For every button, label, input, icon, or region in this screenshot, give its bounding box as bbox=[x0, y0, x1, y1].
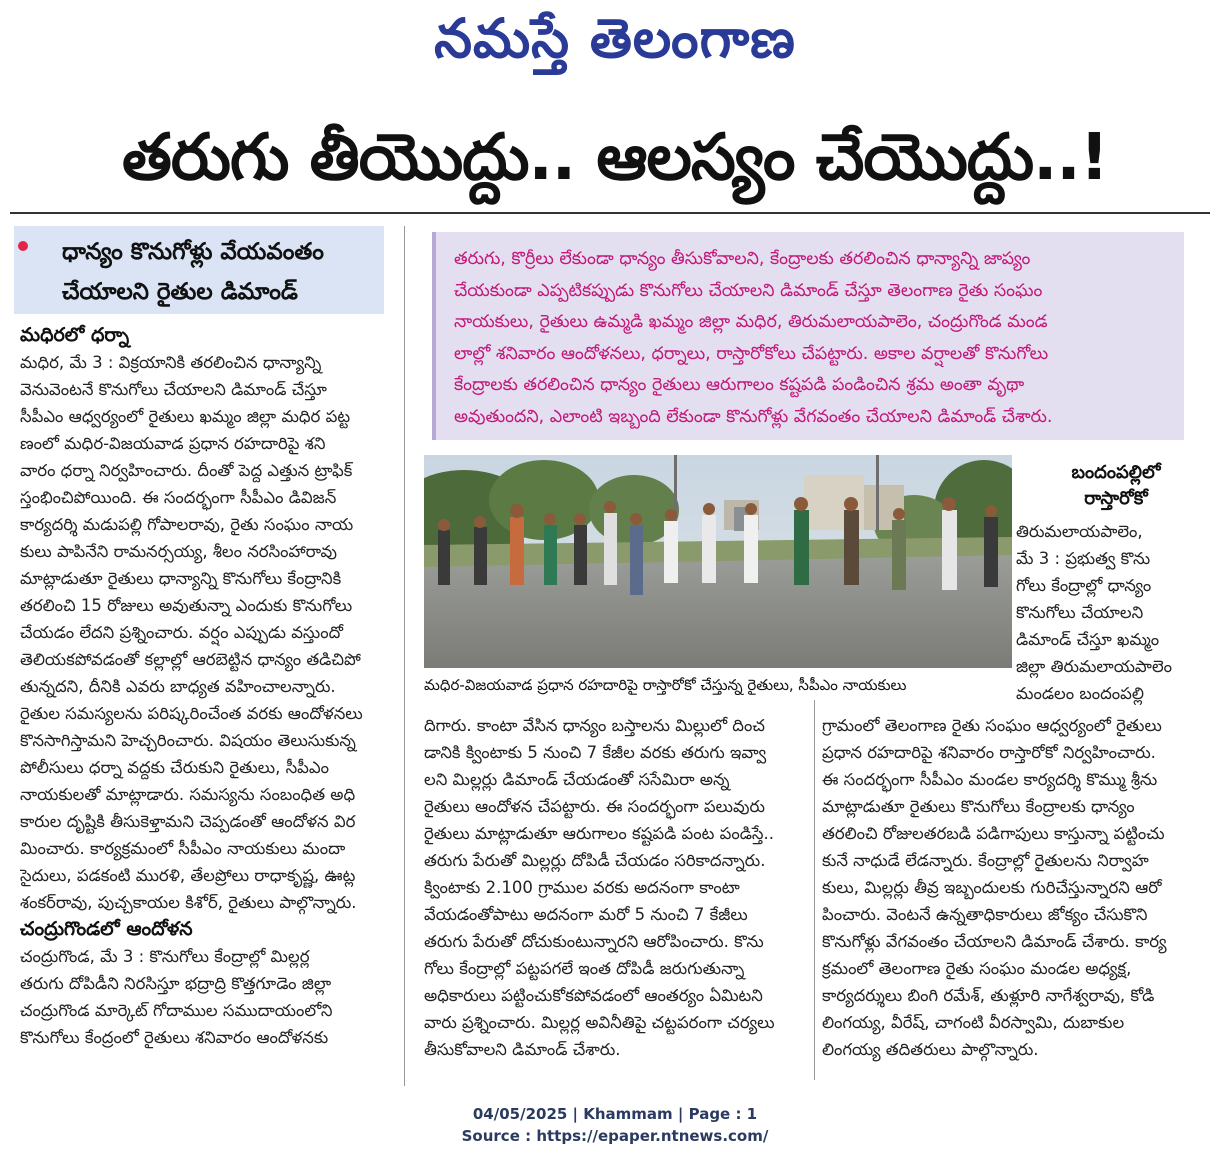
text-line: కారుల దృష్టికి తీసుకెళ్తామని చెప్పడంతో ఆందోళన విర bbox=[20, 812, 356, 831]
section-heading: చంద్రుగొండలో ఆందోళన bbox=[20, 918, 193, 940]
photo-caption: మధిర-విజయవాడ ప్రధాన రహదారిపై రాస్తారోకో చేస్తున్న రైతులు, సీపీఎం నాయకులు bbox=[424, 676, 907, 694]
subheadline-line: చేయాలని రైతుల డిమాండ్ bbox=[62, 279, 298, 305]
text-line: మించారు. కార్యక్రమంలో సీపీఎం నాయకులు మందా bbox=[20, 839, 346, 858]
text-line: వారు ప్రశ్నించారు. మిల్లర్ల అవినీతిపై చట్టపరంగా చర్యలు bbox=[424, 1013, 775, 1032]
column-divider bbox=[814, 700, 815, 1080]
footer bbox=[0, 1103, 1230, 1147]
text-line: స్తంభించిపోయింది. ఈ సందర్భంగా సీపీఎం డివిజన్ bbox=[20, 488, 337, 507]
callout-line: అవుతుందని, ఎలాంటి ఇబ్బంది లేకుండా కొనుగోళ్లు వేగవంతం చేయాలని డిమాండ్ చేశారు. bbox=[454, 406, 1053, 427]
text-line: డానికి క్వింటాకు 5 నుంచి 7 కేజీల వరకు తరుగు ఇవ్వా bbox=[424, 743, 767, 762]
text-line: ణంలో మధిర-విజయవాడ ప్రధాన రహదారిపై శని bbox=[20, 434, 326, 453]
text-line: నాయకులతో మాట్లాడారు. సమస్యను సంబంధిత అధి bbox=[20, 785, 356, 804]
section-heading: బందంపల్లిలో bbox=[1071, 462, 1161, 483]
bullet-icon bbox=[18, 241, 28, 251]
text-line: చేయడం లేదని ప్రశ్నించారు. వర్షం ఎప్పుడు వస్తుందో bbox=[20, 623, 343, 642]
text-line: ఈ సందర్భంగా సీపీఎం మండల కార్యదర్శి కొమ్ము శ్రీను bbox=[822, 770, 1158, 789]
text-line: కులు, మిల్లర్లు తీవ్ర ఇబ్బందులకు గురిచేస్తున్నారని ఆరో bbox=[822, 878, 1162, 897]
text-line: డిమాండ్ చేస్తూ ఖమ్మం bbox=[1016, 630, 1160, 649]
section-heading: రాస్తారోకో bbox=[1084, 488, 1148, 509]
text-line: కొనుగోలు కేంద్రంలో రైతులు శనివారం ఆందోళనకు bbox=[20, 1028, 329, 1047]
text-line: తరుగు పేరుతో మిల్లర్లు దోపిడీ చేయడం సరికాదన్నారు. bbox=[424, 851, 766, 870]
text-line: తరలించి 15 రోజులు అవుతున్నా ఎందుకు కొనుగోలు bbox=[20, 596, 353, 615]
text-line: పోలీసులు ధర్నా వద్దకు చేరుకుని రైతులు, సీపీఎం bbox=[20, 758, 329, 777]
callout-line: చేయకుండా ఎప్పటికప్పుడు కొనుగోలు చేయాలని డిమాండ్ చేస్తూ తెలంగాణ రైతు సంఘం bbox=[454, 280, 1043, 301]
news-photo bbox=[424, 455, 1012, 668]
text-line: రైతులు మాట్లాడుతూ ఆరుగాలం కష్టపడి పంట పండిస్తే.. bbox=[424, 824, 774, 843]
text-line: రైతుల సమస్యలను పరిష్కరించేంత వరకు ఆందోళనలు bbox=[20, 704, 363, 723]
right-column bbox=[822, 712, 1218, 1063]
callout-line: తరుగు, కొర్రీలు లేకుండా ధాన్యం తీసుకోవాలని, కేంద్రాలకు తరలించిన ధాన్యాన్ని జాప్యం bbox=[454, 249, 1031, 269]
text-line: మే 3 : ప్రభుత్వ కొను bbox=[1016, 549, 1151, 568]
text-line: తెలియకపోవడంతో కల్లాల్లో ఆరబెట్టిన ధాన్యం తడిచిపో bbox=[20, 650, 361, 669]
text-line: తరుగు దోపిడీని నిరసిస్తూ భద్రాద్రి కొత్తగూడెం జిల్లా bbox=[20, 974, 332, 993]
text-line: కొనుగోళ్లు వేగవంతం చేయాలని డిమాండ్ చేశారు. కార్య bbox=[822, 932, 1167, 951]
text-line: వేయడంతోపాటు అదనంగా మరో 5 నుంచి 7 కేజీలు bbox=[424, 905, 748, 924]
text-line: లని మిల్లర్లు డిమాండ్ చేయడంతో ససేమిరా అన్న bbox=[424, 770, 730, 789]
footer-source-link[interactable]: Source : https://epaper.ntnews.com/ bbox=[461, 1127, 769, 1145]
text-line: తరుగు పేరుతో దోచుకుంటున్నారని ఆరోపించారు. కొను bbox=[424, 932, 764, 951]
text-line: కార్యదర్శి మడుపల్లి గోపాలరావు, రైతు సంఘం నాయ bbox=[20, 515, 354, 534]
protest-photo-illustration bbox=[424, 455, 1012, 668]
text-line: పించారు. వెంటనే ఉన్నతాధికారులు జోక్యం చేసుకొని bbox=[822, 905, 1148, 924]
text-line: లింగయ్య, వీరేష్, చాగంటి వీరస్వామి, దుబాకుల bbox=[822, 1013, 1125, 1032]
text-line: వారం ధర్నా నిర్వహించారు. దీంతో పెద్ద ఎత్తున ట్రాఫిక్ bbox=[20, 461, 353, 480]
footer-date-line: 04/05/2025 | Khammam | Page : 1 bbox=[472, 1105, 758, 1123]
text-line: చంద్రుగొండ, మే 3 : కొనుగోలు కేంద్రాల్లో మిల్లర్ల bbox=[20, 947, 310, 966]
text-line: అధికారులు పట్టించుకోకపోవడంలో ఆంతర్యం ఏమిటని bbox=[424, 986, 763, 1005]
subheadline-box bbox=[14, 226, 384, 314]
text-line: గోలు కేంద్రాల్లో ధాన్యం bbox=[1016, 576, 1152, 595]
text-line: తీసుకోవాలని డిమాండ్ చేశారు. bbox=[424, 1040, 621, 1059]
text-line: మాట్లాడుతూ రైతులు ధాన్యాన్ని కొనుగోలు కేంద్రానికి bbox=[20, 569, 342, 588]
text-line: కునే నాధుడే లేడన్నారు. కేంద్రాల్లో రైతులను నిర్వాహ bbox=[822, 851, 1149, 870]
text-line: తరలించి రోజులతరబడి పడిగాపులు కాస్తున్నా పట్టించు bbox=[822, 824, 1165, 843]
right-narrow-column bbox=[1016, 460, 1216, 707]
text-line: వెనువెంటనే కొనుగోలు చేయాలని డిమాండ్ చేస్తూ bbox=[20, 380, 327, 399]
divider bbox=[10, 212, 1210, 214]
text-line: కులు పాపినేని రామనర్సయ్య, శీలం నరసింహారావు bbox=[20, 542, 338, 561]
text-line: రైతులు ఆందోళన చేపట్టారు. ఈ సందర్భంగా పలువురు bbox=[424, 797, 765, 816]
text-line: దిగారు. కాంటా వేసిన ధాన్యం బస్తాలను మిల్లులో దించ bbox=[424, 716, 765, 735]
text-line: సైదులు, పడకంటి మురళి, తేలప్రోలు రాధాకృష్ణ, ఊట్ల bbox=[20, 866, 356, 885]
text-line: క్వింటాకు 2.100 గ్రాముల వరకు అదనంగా కాంటా bbox=[424, 878, 740, 897]
text-line: క్రమంలో తెలంగాణ రైతు సంఘం మండల అధ్యక్ష, bbox=[822, 959, 1132, 978]
text-line: శంకర్‌రావు, పుచ్చకాయల కిశోర్, రైతులు పాల్గొన్నారు. bbox=[20, 893, 357, 912]
callout-line: కేంద్రాలకు తరలించిన ధాన్యం రైతులు ఆరుగాలం కష్టపడి పండించిన శ్రమ అంతా వృథా bbox=[454, 375, 1025, 395]
text-line: సీపీఎం ఆధ్వర్యంలో రైతులు ఖమ్మం జిల్లా మధిర పట్ట bbox=[20, 407, 351, 426]
masthead-logo: నమస్తే తెలంగాణ bbox=[434, 6, 796, 70]
callout-line: లాల్లో శనివారం ఆందోళనలు, ధర్నాలు, రాస్తారోకోలు చేపట్టారు. అకాల వర్షాలతో కొనుగోలు bbox=[454, 343, 1049, 364]
text-line: తిరుమలాయపాలెం, bbox=[1016, 522, 1143, 541]
callout-line: నాయకులు, రైతులు ఉమ్మడి ఖమ్మం జిల్లా మధిర, తిరుమలాయపాలెం, చంద్రుగొండ మండ bbox=[454, 312, 1048, 332]
text-line: లింగయ్య తదితరులు పాల్గొన్నారు. bbox=[822, 1040, 1039, 1059]
text-line: గోలు కేంద్రాల్లో పట్టపగలే ఇంత దోపిడీ జరుగుతున్నా bbox=[424, 959, 745, 978]
column-divider bbox=[404, 226, 405, 1086]
text-line: కొనసాగిస్తామని హెచ్చరించారు. విషయం తెలుసుకున్న bbox=[20, 731, 356, 750]
text-line: మధిర, మే 3 : విక్రయానికి తరలించిన ధాన్యాన్ని bbox=[20, 353, 322, 372]
text-line: గ్రామంలో తెలంగాణ రైతు సంఘం ఆధ్వర్యంలో రైతులు bbox=[822, 716, 1162, 735]
section-heading: మధిరలో ధర్నా bbox=[20, 324, 130, 346]
text-line: కార్యదర్శులు బింగి రమేశ్, తుళ్లూరి నాగేశ్వరావు, కోడి bbox=[822, 986, 1155, 1005]
text-line: కొనుగోలు చేయాలని bbox=[1016, 603, 1144, 622]
text-line: మాట్లాడుతూ రైతులు కొనుగోలు కేంద్రాలకు ధాన్యం bbox=[822, 797, 1135, 816]
subheadline-line: ధాన్యం కొనుగోళ్లు వేయవంతం bbox=[62, 239, 324, 265]
headline: తరుగు తీయొద్దు.. ఆలస్యం చేయొద్దు..! bbox=[122, 121, 1108, 195]
text-line: తున్నదని, దీనికి ఎవరు బాధ్యత వహించాలన్నారు. bbox=[20, 677, 336, 696]
callout-box bbox=[432, 232, 1184, 440]
middle-column bbox=[424, 712, 808, 1063]
text-line: చంద్రుగొండ మార్కెట్ గోదాముల సముదాయంలోని bbox=[20, 1001, 333, 1020]
text-line: ప్రధాన రహదారిపై శనివారం రాస్తారోకో నిర్వహించారు. bbox=[822, 743, 1156, 762]
text-line: మండలం బందంపల్లి bbox=[1016, 684, 1144, 703]
text-line: జిల్లా తిరుమలాయపాలెం bbox=[1016, 657, 1173, 676]
left-column bbox=[20, 322, 398, 1051]
